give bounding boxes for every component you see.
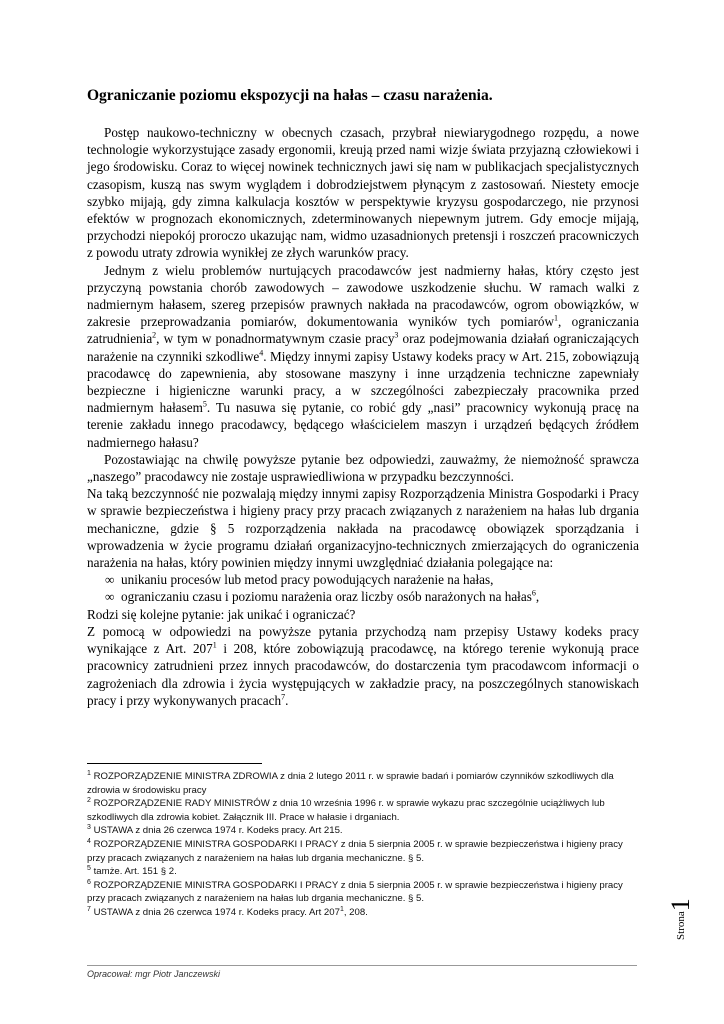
footnote-1 bbox=[87, 770, 627, 797]
footnote-7 bbox=[87, 906, 627, 920]
superscript: 1 bbox=[339, 905, 344, 913]
footnote-6 bbox=[87, 879, 627, 906]
footnote-ref[interactable]: 3 bbox=[394, 331, 399, 341]
footnotes bbox=[87, 770, 627, 920]
footnote-number: 2 bbox=[87, 797, 91, 804]
measures-list bbox=[87, 571, 639, 605]
footnote-text: USTAWA z dnia 26 czerwca 1974 r. Kodeks pracy. Art 207 bbox=[90, 906, 340, 918]
footnote-text: , 208. bbox=[343, 906, 368, 918]
paragraph-noise-problem bbox=[87, 262, 639, 451]
page-label: Strona bbox=[675, 911, 687, 940]
paragraph-question: Rodzi się kolejne pytanie: jak unikać i ograniczać? bbox=[87, 606, 356, 622]
footnote-ref[interactable]: 5 bbox=[202, 399, 207, 409]
footnote-text: ROZPORZĄDZENIE MINISTRA GOSPODARKI I PRACY z dnia 5 sierpnia 2005 r. w sprawie bezpieczeństwa i higieny pracy przy pracach związanych z narażeniem na hałas lub drgania mechaniczne. § 5. bbox=[87, 838, 623, 864]
footnote-number: 4 bbox=[87, 837, 91, 845]
text-run: oraz podejmowania działań ograniczających narażenie na czynniki szkodliwe bbox=[87, 331, 639, 364]
footnote-5 bbox=[87, 865, 627, 879]
footnote-ref[interactable]: 1 bbox=[554, 313, 559, 323]
footnote-3 bbox=[87, 824, 627, 838]
page-footer: Opracował: mgr Piotr Janczewski bbox=[87, 969, 221, 979]
infinity-bullet-icon: ∞ bbox=[105, 589, 115, 605]
paragraph-regulation: Na taką bezczynność nie pozwalają między innymi zapisy Rozporządzenia Ministra Gospodarki i Pracy w sprawie bezpieczeństwa i higieny pracy przy pracach związanych z narażeniem na hałas lub drgania mechaniczne, gdzie § 5 rozporządzenia nakłada na pracodawcę obowiązek sporządzania i wprowadzenia w życie programu działań organizacyjno-technicznych zmierzających do ograniczenia narażenia na hałas, który powinien między innymi uwzględniać działania polegające na: bbox=[87, 486, 639, 571]
footnote-text: ROZPORZĄDZENIE MINISTRA ZDROWIA z dnia 2 lutego 2011 r. w sprawie badań i pomiarów czynników szkodliwych dla zdrowia w środowisku pracy bbox=[87, 771, 614, 796]
page-number bbox=[666, 870, 696, 940]
footnote-number: 1 bbox=[87, 769, 91, 777]
footnote-ref[interactable]: 2 bbox=[152, 331, 157, 341]
footnote-number: 5 bbox=[87, 864, 91, 872]
paragraph-inaction: Pozostawiając na chwilę powyższe pytanie bez odpowiedzi, zauważmy, że niemożność sprawcza „naszego” pracodawcy nie zostaje usprawiedliwiona w przypadku bezczynności. bbox=[87, 451, 639, 485]
list-item bbox=[105, 588, 639, 605]
list-item-text: unikaniu procesów lub metod pracy powodujących narażenie na hałas, bbox=[121, 572, 494, 588]
footnote-separator bbox=[87, 763, 262, 764]
footnote-text: tamże. Art. 151 § 2. bbox=[90, 866, 177, 878]
footnote-text: USTAWA z dnia 26 czerwca 1974 r. Kodeks pracy. Art 215. bbox=[90, 825, 343, 837]
footnote-ref[interactable]: 4 bbox=[259, 348, 264, 358]
footer-separator bbox=[87, 965, 637, 966]
text-run: i 208, które zobowiązują pracodawcę, na którego terenie wykonują prace pracownicy zatrudnieni przez innych pracodawców, do dostarczenia tym pracodawcom informacji o zagrożeniach dla zdrowia i życia występujących w zakładzie pracy, na poszczególnych stanowiskach pracy i przy wykonywanych pracach bbox=[87, 641, 640, 708]
text-run: , bbox=[535, 589, 540, 605]
text-run: , w tym w ponadnormatywnym czasie pracy bbox=[156, 331, 395, 347]
page-number-value: 1 bbox=[666, 898, 695, 912]
paragraph-intro: Postęp naukowo-techniczny w obecnych czasach, przybrał niewiarygodnego rozpędu, a nowe technologie wykorzystujące zasady ergonomii, kreują przed nami wizje świata przyjazną człowiekowi i jego środowisku. Coraz to więcej nowinek technicznych jawi się nam w publikacjach specjalistycznych czasopism, kuszą nas swym wyglądem i dobrodziejstwem płynącym z zastosowań. Niestety emocje szybko mijają, gdy zimna kalkulacja kosztów w perspektywie kryzysu gospodarczego, nie przynosi efektów w prognozach ekonomicznych, zdeterminowanych niepewnym jutrem. Gdy emocje mijają, przychodzi niepokój proroczo ukazując nam, widmo uzasadnionych pretensji i roszczeń pracowniczych z powodu utraty zdrowia wynikłej ze złych warunków pracy. bbox=[87, 125, 639, 261]
infinity-bullet-icon: ∞ bbox=[105, 572, 115, 588]
text-run: Z pomocą w odpowiedzi na powyższe pytania przychodzą nam przepisy Ustawy kodeks pracy wynikające z Art. 207 bbox=[87, 623, 639, 657]
paragraph-labour-code bbox=[87, 623, 639, 709]
list-item bbox=[105, 571, 639, 588]
document-body bbox=[87, 124, 639, 709]
text-run: . bbox=[285, 692, 289, 708]
text-run: . Tu nasuwa się pytanie, co robić gdy „nasi” pracownicy wykonują pracę na terenie zakładu innego pracodawcy, będącego właścicielem maszyn i urządzeń będących źródłem nadmiernego hałasu? bbox=[87, 400, 639, 450]
text-run: Jednym z wielu problemów nurtujących pracodawców jest nadmierny hałas, który często jest przyczyną powstania chorób zawodowych – zawodowe uszkodzenie słuchu. W ramach walki z nadmiernym hałasem, szereg przepisów prawnych nakłada na pracodawców, ogrom obowiązków, w zakresie przeprowadzania pomiarów, dokumentowania wyników tych pomiarów bbox=[87, 262, 639, 330]
superscript: 1 bbox=[212, 640, 217, 650]
footnote-number: 3 bbox=[87, 824, 91, 832]
footnote-number: 7 bbox=[87, 905, 91, 913]
document-title: Ograniczanie poziomu ekspozycji na hałas – czasu narażenia. bbox=[87, 87, 493, 104]
footnote-ref[interactable]: 7 bbox=[281, 692, 286, 702]
footnote-2 bbox=[87, 797, 627, 824]
text-run: , ograniczania zatrudnienia bbox=[87, 314, 639, 347]
footnote-text: ROZPORZĄDZENIE RADY MINISTRÓW z dnia 10 września 1996 r. w sprawie wykazu prac szczególnie uciążliwych lub szkodliwych dla zdrowia kobiet. Załącznik III. Prace w hałasie i drganiach. bbox=[87, 798, 605, 823]
list-item-text: ograniczaniu czasu i poziomu narażenia oraz liczby osób narażonych na hałas bbox=[121, 589, 532, 605]
footnote-ref[interactable]: 6 bbox=[531, 589, 536, 599]
footnote-number: 6 bbox=[87, 878, 91, 886]
text-run: . Między innymi zapisy Ustawy kodeks pracy w Art. 215, zobowiązują pracodawcę do zapewnienia, aby stosowane maszyny i inne urządzenia techniczne zapewniały bezpieczne i higieniczne warunki pracy, a w szczególności zabezpieczały pracownika przed nadmiernym hałasem bbox=[87, 348, 639, 416]
footnote-text: ROZPORZĄDZENIE MINISTRA GOSPODARKI I PRACY z dnia 5 sierpnia 2005 r. w sprawie bezpieczeństwa i higieny pracy przy pracach związanych z narażeniem na hałas lub drgania mechaniczne. § 5. bbox=[87, 879, 623, 905]
footnote-4 bbox=[87, 838, 627, 865]
